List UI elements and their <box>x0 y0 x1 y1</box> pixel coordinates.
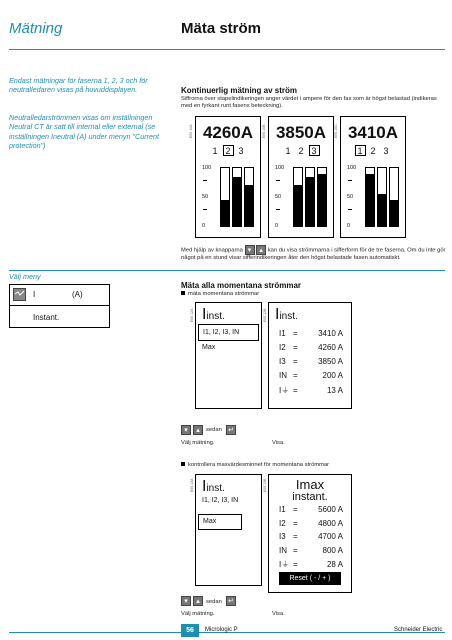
code-label: E65 13B <box>263 478 267 492</box>
phase-labels <box>269 145 333 157</box>
reading-label: IN <box>279 545 287 555</box>
phase-labels <box>341 145 405 157</box>
enter-button-icon[interactable]: ↵ <box>226 596 236 606</box>
section-title: Mätning <box>9 20 63 37</box>
scale-label: 100 <box>202 165 212 171</box>
reading-value: 800 A <box>322 545 343 555</box>
max-bullet: kontrollera maxvärdesminnet för momentana strömmar <box>181 462 329 469</box>
max-menu-item[interactable]: I1, I2, I3, IN <box>202 497 239 504</box>
reading-value: 3410 A <box>318 329 343 338</box>
scale-tick <box>348 209 352 210</box>
reading-value: 4260 A <box>318 343 343 352</box>
reading-label: I2 <box>279 343 286 352</box>
instant-menu-max[interactable]: Max <box>202 344 216 351</box>
reading-label: I3 <box>279 357 286 366</box>
readings-title: Iinst. <box>275 306 298 323</box>
help-text <box>181 245 446 262</box>
reading-label: I1 <box>279 505 286 514</box>
note-phases: Endast mätningar för faserna 1, 2, 3 och för neutralledaren visas på huvuddisplayen. <box>9 76 148 95</box>
phase-bar <box>244 167 254 227</box>
phase-bar-fill <box>233 177 241 226</box>
display-value: 3410A <box>347 123 399 142</box>
phase-label: 1 <box>212 146 218 156</box>
code-label: E65 13A <box>190 478 194 492</box>
display-value: 4260A <box>202 123 254 142</box>
phase-label: 2 <box>223 145 234 156</box>
reading-value: 13 A <box>326 386 343 395</box>
instant-menu-screen <box>195 302 262 409</box>
brand-name: Schneider Electric <box>394 627 443 633</box>
scale-tick <box>203 209 207 210</box>
code-label: E65 12A <box>190 308 194 322</box>
max-screen-title: Imax <box>295 477 325 492</box>
then-label: sedan <box>206 599 222 605</box>
code-label: E65 12B <box>263 308 267 322</box>
phase-bar-fill <box>378 194 386 226</box>
phase-display-3 <box>340 116 406 238</box>
phase-bar <box>305 167 315 227</box>
menu-item: I <box>33 290 36 299</box>
phase-bar-fill <box>366 174 374 226</box>
max-readings-screen <box>268 474 352 593</box>
phase-bar-fill <box>221 200 229 226</box>
reading-row: IN = 200 A <box>279 371 343 380</box>
phase-label: 3 <box>383 146 389 156</box>
phase-bar <box>293 167 303 227</box>
phase-bar-fill <box>318 174 326 226</box>
reading-value: 5600 A <box>318 505 343 514</box>
up-button-icon[interactable]: ▴ <box>193 425 203 435</box>
down-button-icon[interactable]: ▾ <box>181 596 191 606</box>
down-button-icon[interactable]: ▾ <box>245 245 255 255</box>
reading-row: I1 = 3410 A <box>279 329 343 338</box>
scale-label: 50 <box>275 194 282 200</box>
phase-label: 3 <box>309 145 320 156</box>
up-button-icon[interactable]: ▴ <box>193 596 203 606</box>
phase-bar <box>389 167 399 227</box>
reading-row: I3 = 4700 A <box>279 532 343 541</box>
scale-label: 50 <box>347 194 354 200</box>
scale-tick <box>276 209 280 210</box>
max-screen-subtitle: instant. <box>292 491 328 503</box>
page-title: Mäta ström <box>181 20 262 37</box>
reading-row: I1 = 5600 A <box>279 505 343 514</box>
phase-label: 1 <box>355 145 366 156</box>
phase-bar <box>317 167 327 227</box>
section-rule <box>9 270 445 271</box>
header-rule <box>9 49 445 50</box>
scale-tick <box>276 180 280 181</box>
view-label: Visa. <box>272 440 285 446</box>
phase-bar <box>220 167 230 227</box>
continuous-text: Siffrorna över stapelindikeringen anger värdet i ampere för den fas som är högst belastad (indikeras med en fyrkant runt fasens beteckning). <box>181 96 437 110</box>
phase-bar-fill <box>245 185 253 226</box>
phase-label: 2 <box>370 146 376 156</box>
product-name: Micrologic P <box>205 627 238 633</box>
menu-label: Välj meny <box>9 272 41 281</box>
scale-label: 0 <box>347 223 351 229</box>
menu-sub: Instant. <box>33 313 60 322</box>
max-menu-title: Iinst. <box>202 478 225 495</box>
help-text-1: Med hjälp av knapparna <box>181 247 243 254</box>
phase-label: 3 <box>238 146 244 156</box>
display-value: 3850A <box>275 123 327 142</box>
reading-value: 4700 A <box>318 532 343 541</box>
phase-bar <box>232 167 242 227</box>
scale-tick <box>348 180 352 181</box>
phase-bar <box>377 167 387 227</box>
max-menu-screen <box>195 474 262 586</box>
reading-value: 28 A <box>326 560 343 569</box>
reading-label: I3 <box>279 532 286 541</box>
continuous-heading: Kontinuerlig mätning av ström <box>181 86 298 95</box>
note-neutral: Neutralledarströmmen visas om inställningen Neutral CT är satt till internal eller external (se inställningen Ineutral (A) under menyn "Current protection") <box>9 113 159 150</box>
reading-row: I2 = 4800 A <box>279 518 343 528</box>
instant-bullet: mäta momentana strömmar <box>181 291 259 298</box>
choose-label: Välj mätning. <box>181 611 215 617</box>
reading-row: I2 = 4260 A <box>279 343 343 352</box>
phase-display-2 <box>268 116 334 238</box>
reading-label: I2 <box>279 518 286 528</box>
reading-value: 3850 A <box>318 357 343 366</box>
phase-bar <box>365 167 375 227</box>
phase-label: 1 <box>285 146 291 156</box>
scale-tick <box>203 180 207 181</box>
phase-display-1 <box>195 116 261 238</box>
instant-readings-screen <box>268 302 352 409</box>
reading-value: 200 A <box>322 371 343 380</box>
phase-label: 2 <box>298 146 304 156</box>
scale-label: 100 <box>275 165 285 171</box>
reading-row: I⏚ = 13 A <box>279 386 343 395</box>
phase-bar-fill <box>306 177 314 226</box>
code-label: E65 10A <box>189 124 193 138</box>
reading-label: IN <box>279 371 287 380</box>
choose-label: Välj mätning. <box>181 440 215 446</box>
reading-row: I⏚ = 28 A <box>279 560 343 569</box>
phase-labels <box>196 145 260 157</box>
scale-label: 0 <box>202 223 206 229</box>
menu-icon[interactable] <box>13 288 26 301</box>
down-button-icon[interactable]: ▾ <box>181 425 191 435</box>
reading-label: I⏚ <box>279 560 290 569</box>
enter-button-icon[interactable]: ↵ <box>226 425 236 435</box>
help-text-2: kan du visa strömmarna i sifferform för de tre faserna. Om du inte gör något på en stund visar sifferindikeringen åter den högst belastade fasen automatiskt. <box>181 247 446 261</box>
scale-label: 100 <box>347 165 357 171</box>
reading-label: I⏚ <box>279 386 290 395</box>
code-label: E65 10C <box>334 124 338 138</box>
scale-label: 50 <box>202 194 209 200</box>
page-number: 56 <box>181 624 199 637</box>
then-label: sedan <box>206 427 222 433</box>
instant-heading: Mäta alla momentana strömmar <box>181 281 302 290</box>
reading-label: I1 <box>279 329 286 338</box>
phase-bar-fill <box>294 185 302 226</box>
phase-bar-fill <box>390 200 398 226</box>
code-label: E65 10B <box>262 124 266 138</box>
up-button-icon[interactable]: ▴ <box>256 245 266 255</box>
scale-label: 0 <box>275 223 279 229</box>
menu-unit: (A) <box>72 290 83 299</box>
menu-box[interactable] <box>9 284 110 328</box>
reset-button[interactable]: Reset ( - / + ) <box>279 572 341 585</box>
max-menu-selected[interactable]: Max <box>198 514 242 530</box>
instant-menu-title: Iinst. <box>202 306 225 323</box>
instant-menu-selected[interactable]: I1, I2, I3, IN <box>198 324 259 341</box>
view-label: Visa. <box>272 611 285 617</box>
reading-row: IN = 800 A <box>279 545 343 555</box>
reading-value: 4800 A <box>318 518 343 528</box>
reading-row: I3 = 3850 A <box>279 357 343 366</box>
